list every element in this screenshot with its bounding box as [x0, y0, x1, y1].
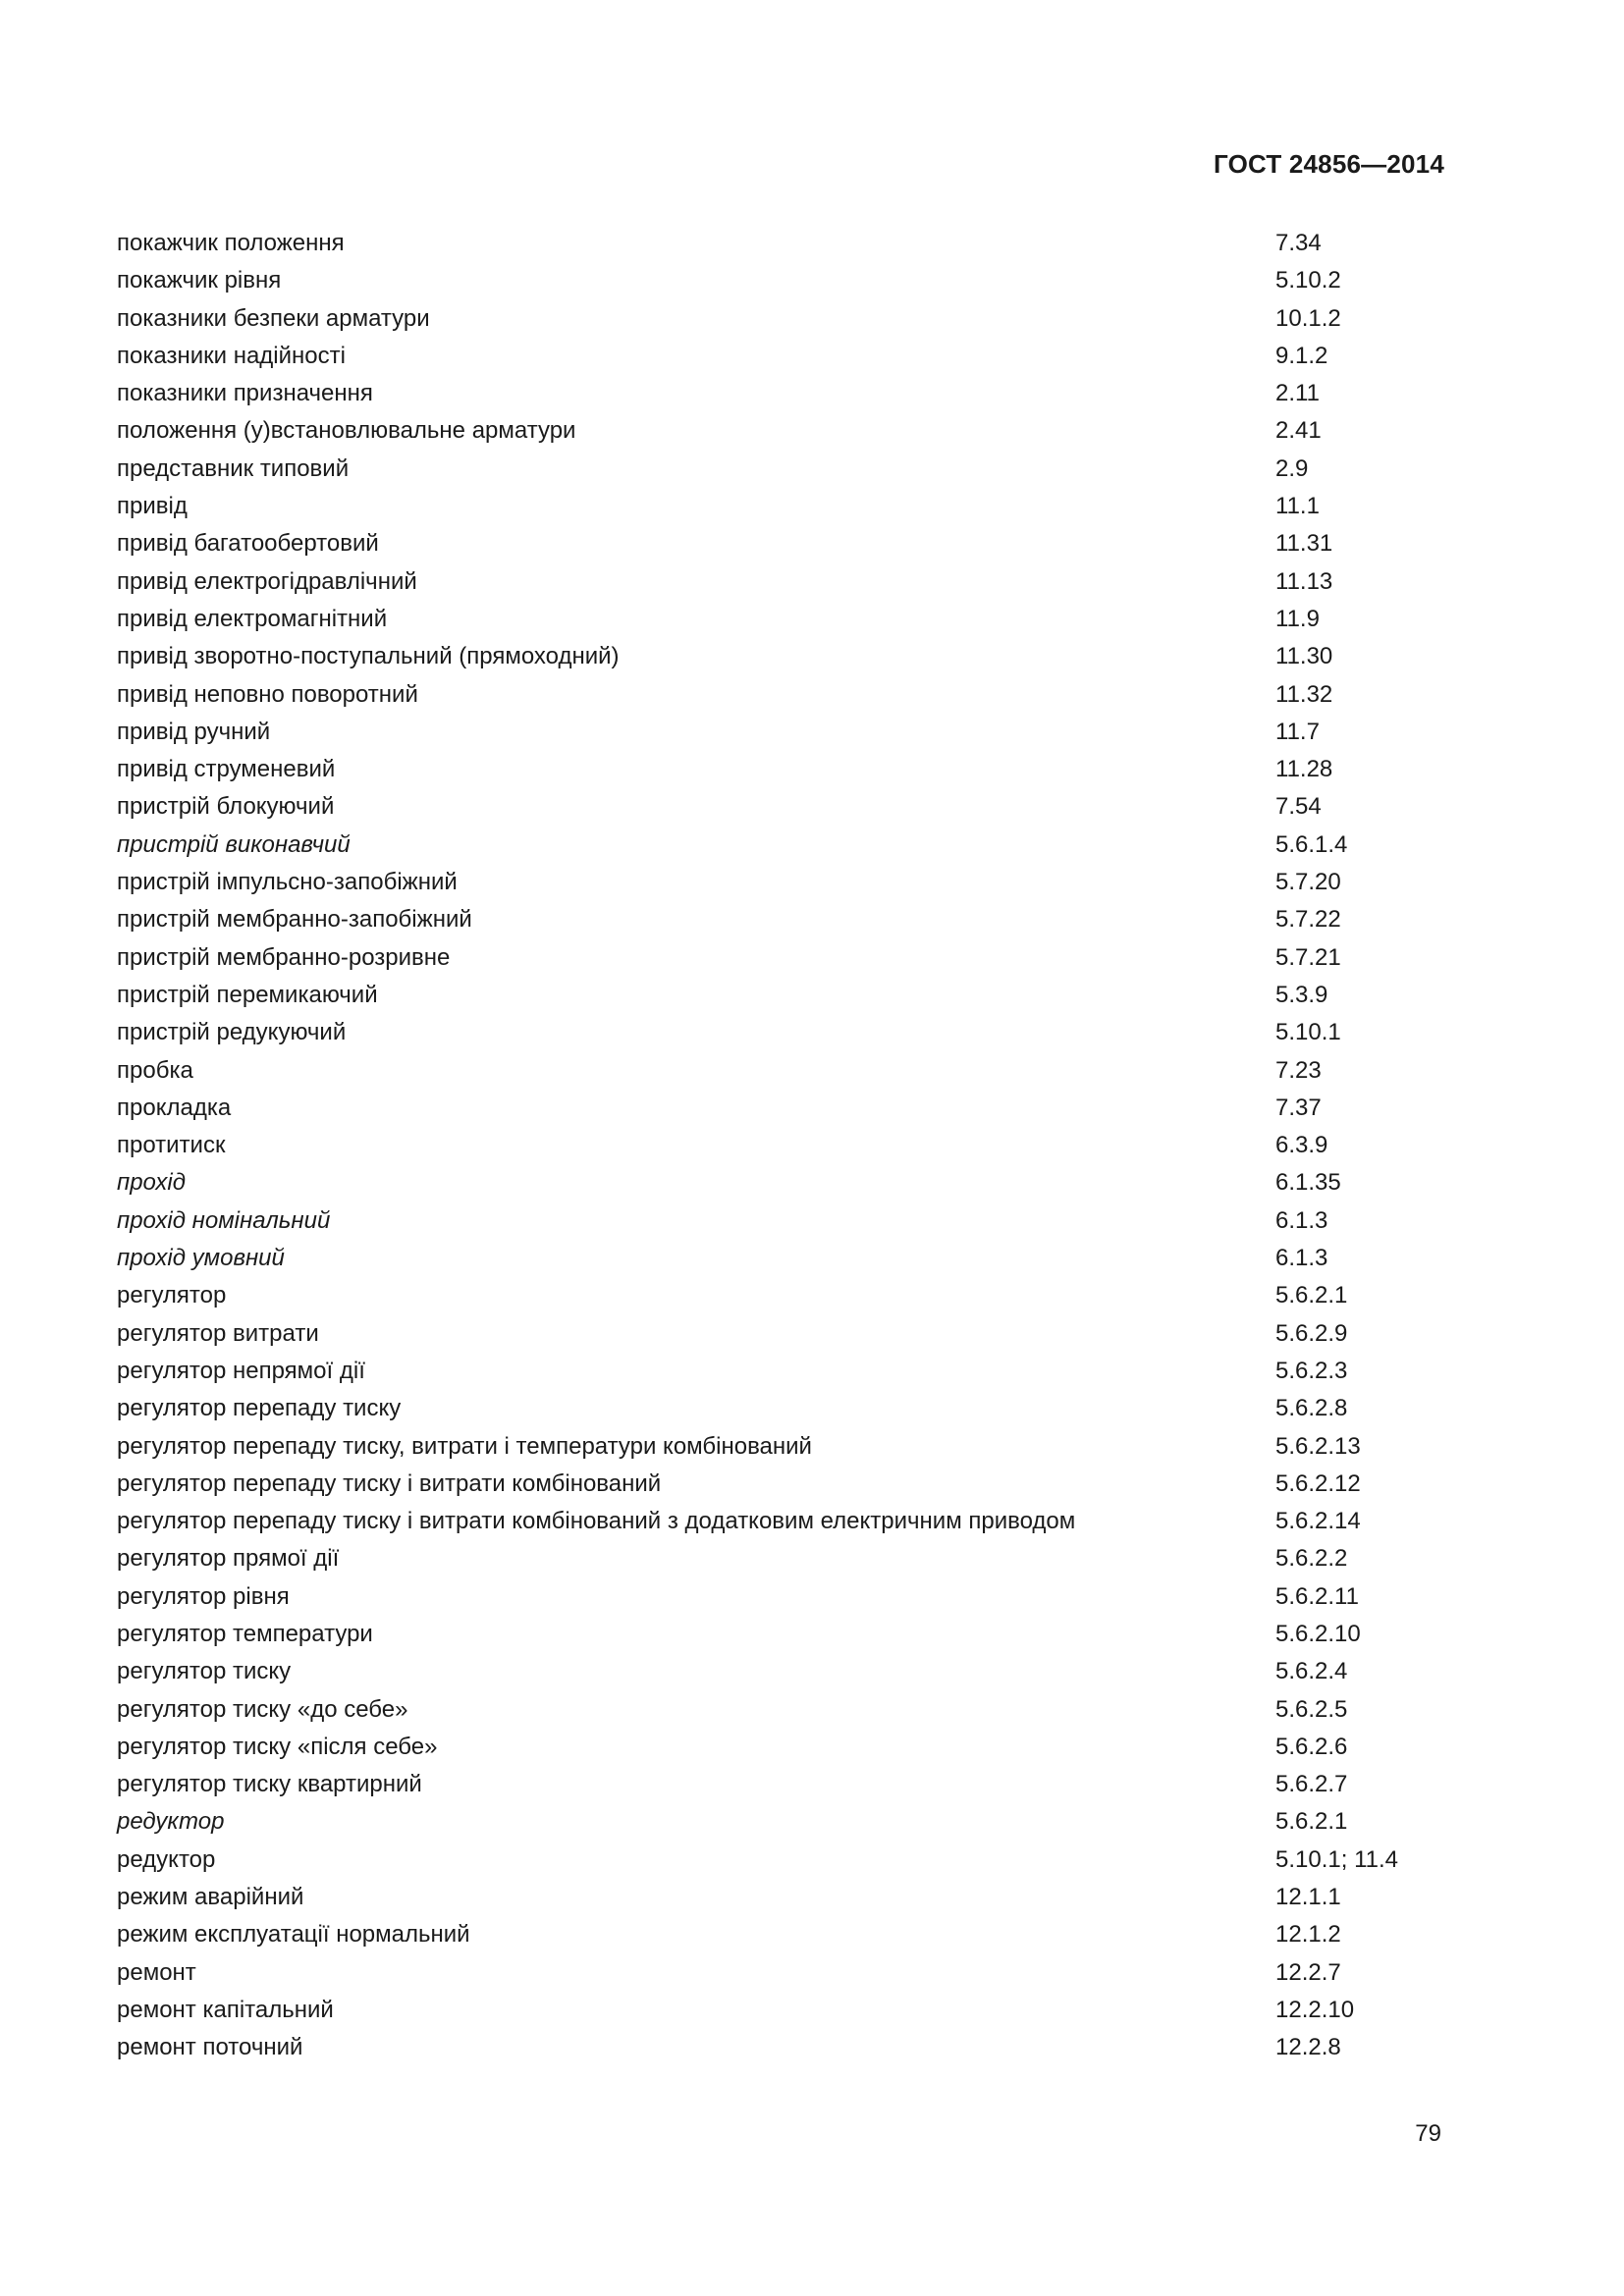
index-reference: 5.7.22 — [1275, 906, 1341, 934]
index-term: пристрій блокуючий — [117, 793, 335, 821]
index-entry — [117, 1164, 1452, 1201]
index-reference: 12.1.1 — [1275, 1884, 1341, 1911]
index-term: регулятор прямої дії — [117, 1545, 340, 1573]
index-reference: 5.6.2.9 — [1275, 1319, 1348, 1347]
index-reference: 11.1 — [1275, 493, 1320, 520]
index-term: редуктор — [117, 1845, 216, 1873]
index-term: регулятор перепаду тиску — [117, 1395, 402, 1422]
index-term: пристрій редукуючий — [117, 1019, 347, 1046]
index-term: регулятор непрямої дії — [117, 1357, 365, 1384]
index-term: пристрій імпульсно-запобіжний — [117, 869, 458, 896]
index-term: редуктор — [117, 1808, 225, 1836]
index-term: регулятор перепаду тиску, витрати і температури комбінований — [117, 1432, 812, 1460]
index-entry — [117, 601, 1452, 638]
index-list — [117, 225, 1452, 2067]
index-reference: 5.6.2.11 — [1275, 1582, 1359, 1610]
index-reference: 5.6.2.14 — [1275, 1508, 1361, 1535]
index-term: регулятор тиску квартирний — [117, 1771, 422, 1798]
index-entry — [117, 751, 1452, 788]
index-term: прохід номінальний — [117, 1206, 331, 1234]
index-entry — [117, 1578, 1452, 1616]
index-entry — [117, 1052, 1452, 1090]
index-reference: 9.1.2 — [1275, 342, 1328, 369]
index-reference: 12.2.10 — [1275, 1996, 1355, 2023]
index-term: регулятор перепаду тиску і витрати комбінований з додатковим електричним приводом — [117, 1508, 1076, 1535]
index-entry — [117, 827, 1452, 864]
index-term: регулятор тиску «після себе» — [117, 1733, 438, 1760]
index-entry — [117, 1014, 1452, 1051]
index-term: привід — [117, 493, 188, 520]
index-reference: 5.6.2.2 — [1275, 1545, 1348, 1573]
index-term: регулятор температури — [117, 1620, 373, 1647]
index-reference: 2.11 — [1275, 380, 1320, 407]
index-reference: 6.1.35 — [1275, 1169, 1341, 1197]
index-term: регулятор тиску — [117, 1658, 292, 1685]
index-entry — [117, 638, 1452, 675]
index-reference: 2.9 — [1275, 454, 1309, 482]
index-entry — [117, 1540, 1452, 1577]
index-term: регулятор тиску «до себе» — [117, 1695, 408, 1723]
index-term: покажчик рівня — [117, 267, 282, 294]
index-entry — [117, 1729, 1452, 1766]
index-reference: 5.6.2.13 — [1275, 1432, 1361, 1460]
index-entry — [117, 788, 1452, 826]
index-entry — [117, 1766, 1452, 1803]
index-entry — [117, 864, 1452, 901]
index-term: покажчик положення — [117, 230, 345, 256]
index-reference: 11.30 — [1275, 643, 1333, 670]
index-entry — [117, 563, 1452, 601]
index-reference: 5.6.2.6 — [1275, 1733, 1348, 1760]
index-reference: 5.6.2.10 — [1275, 1620, 1361, 1647]
index-entry — [117, 412, 1452, 450]
index-term: регулятор — [117, 1282, 227, 1309]
index-entry — [117, 1127, 1452, 1164]
index-entry — [117, 488, 1452, 525]
index-reference: 5.6.2.8 — [1275, 1395, 1348, 1422]
index-reference: 5.6.1.4 — [1275, 830, 1348, 858]
index-entry — [117, 525, 1452, 562]
index-reference: 6.1.3 — [1275, 1206, 1328, 1234]
index-term: пристрій перемикаючий — [117, 981, 378, 1008]
index-entry — [117, 1954, 1452, 1992]
index-term: положення (у)встановлювальне арматури — [117, 417, 576, 445]
index-entry — [117, 1390, 1452, 1427]
index-term: регулятор перепаду тиску і витрати комбінований — [117, 1469, 662, 1497]
index-entry — [117, 901, 1452, 938]
index-term: пробка — [117, 1056, 193, 1084]
index-entry — [117, 1842, 1452, 1879]
index-entry — [117, 977, 1452, 1014]
index-term: прокладка — [117, 1094, 232, 1121]
index-term: привід електромагнітний — [117, 605, 388, 632]
index-term: режим аварійний — [117, 1884, 304, 1911]
index-reference: 5.6.2.12 — [1275, 1469, 1361, 1497]
index-term: привід зворотно-поступальний (прямоходний) — [117, 643, 620, 670]
index-reference: 5.7.21 — [1275, 943, 1341, 971]
index-entry — [117, 1240, 1452, 1277]
index-reference: 6.1.3 — [1275, 1245, 1328, 1272]
index-reference: 7.34 — [1275, 230, 1322, 256]
index-term: режим експлуатації нормальний — [117, 1921, 470, 1949]
index-term: ремонт — [117, 1958, 196, 1986]
index-reference: 5.3.9 — [1275, 981, 1328, 1008]
index-reference: 10.1.2 — [1275, 304, 1341, 332]
index-term: ремонт поточний — [117, 2034, 303, 2061]
index-entry — [117, 1466, 1452, 1503]
index-reference: 2.41 — [1275, 417, 1322, 445]
index-reference: 7.54 — [1275, 793, 1322, 821]
index-reference: 11.13 — [1275, 567, 1333, 595]
index-reference: 7.23 — [1275, 1056, 1322, 1084]
index-entry — [117, 1916, 1452, 1953]
index-term: привід багатообертовий — [117, 530, 379, 558]
index-entry — [117, 262, 1452, 299]
index-term: пристрій мембранно-розривне — [117, 943, 451, 971]
index-term: прохід умовний — [117, 1245, 285, 1272]
index-entry — [117, 451, 1452, 488]
index-term: показники призначення — [117, 380, 373, 407]
index-term: привід ручний — [117, 718, 271, 745]
index-entry — [117, 714, 1452, 751]
index-entry — [117, 1277, 1452, 1314]
index-term: показники надійності — [117, 342, 346, 369]
index-entry — [117, 338, 1452, 375]
index-term: привід неповно поворотний — [117, 680, 418, 708]
index-entry — [117, 1879, 1452, 1916]
index-reference: 6.3.9 — [1275, 1132, 1328, 1159]
index-term: регулятор витрати — [117, 1319, 319, 1347]
index-entry — [117, 1428, 1452, 1466]
index-entry — [117, 1616, 1452, 1653]
index-term: пристрій виконавчий — [117, 830, 351, 858]
index-reference: 11.31 — [1275, 530, 1333, 558]
index-entry — [117, 1315, 1452, 1353]
index-term: протитиск — [117, 1132, 226, 1159]
index-reference: 5.6.2.1 — [1275, 1808, 1348, 1836]
index-term: ремонт капітальний — [117, 1996, 334, 2023]
index-reference: 12.1.2 — [1275, 1921, 1341, 1949]
index-reference: 5.6.2.4 — [1275, 1658, 1348, 1685]
index-term: прохід — [117, 1169, 186, 1197]
index-reference: 5.10.1 — [1275, 1019, 1341, 1046]
index-entry — [117, 375, 1452, 412]
index-reference: 5.6.2.1 — [1275, 1282, 1348, 1309]
index-entry — [117, 676, 1452, 714]
index-entry — [117, 1503, 1452, 1540]
index-reference: 5.10.2 — [1275, 267, 1341, 294]
index-reference: 7.37 — [1275, 1094, 1322, 1121]
standard-designation: ГОСТ 24856—2014 — [1214, 149, 1444, 179]
index-entry — [117, 1202, 1452, 1240]
index-term: пристрій мембранно-запобіжний — [117, 906, 472, 934]
index-term: привід електрогідравлічний — [117, 567, 417, 595]
index-entry — [117, 1803, 1452, 1841]
index-entry — [117, 1691, 1452, 1729]
index-reference: 11.7 — [1275, 718, 1320, 745]
index-term: представник типовий — [117, 454, 350, 482]
index-reference: 5.6.2.5 — [1275, 1695, 1348, 1723]
index-term: показники безпеки арматури — [117, 304, 430, 332]
index-reference: 11.32 — [1275, 680, 1333, 708]
index-entry — [117, 1992, 1452, 2029]
index-reference: 12.2.7 — [1275, 1958, 1341, 1986]
index-entry — [117, 225, 1452, 262]
index-reference: 5.10.1; 11.4 — [1275, 1845, 1398, 1873]
index-reference: 11.9 — [1275, 605, 1320, 632]
index-entry — [117, 2029, 1452, 2066]
index-term: привід струменевий — [117, 756, 336, 783]
index-entry — [117, 1353, 1452, 1390]
index-reference: 5.6.2.3 — [1275, 1357, 1348, 1384]
page-number: 79 — [1415, 2120, 1441, 2147]
index-term: регулятор рівня — [117, 1582, 290, 1610]
index-reference: 12.2.8 — [1275, 2034, 1341, 2061]
index-reference: 11.28 — [1275, 756, 1333, 783]
index-reference: 5.7.20 — [1275, 869, 1341, 896]
index-reference: 5.6.2.7 — [1275, 1771, 1348, 1798]
index-entry — [117, 1653, 1452, 1690]
index-entry — [117, 300, 1452, 338]
index-entry — [117, 1090, 1452, 1127]
index-entry — [117, 939, 1452, 977]
